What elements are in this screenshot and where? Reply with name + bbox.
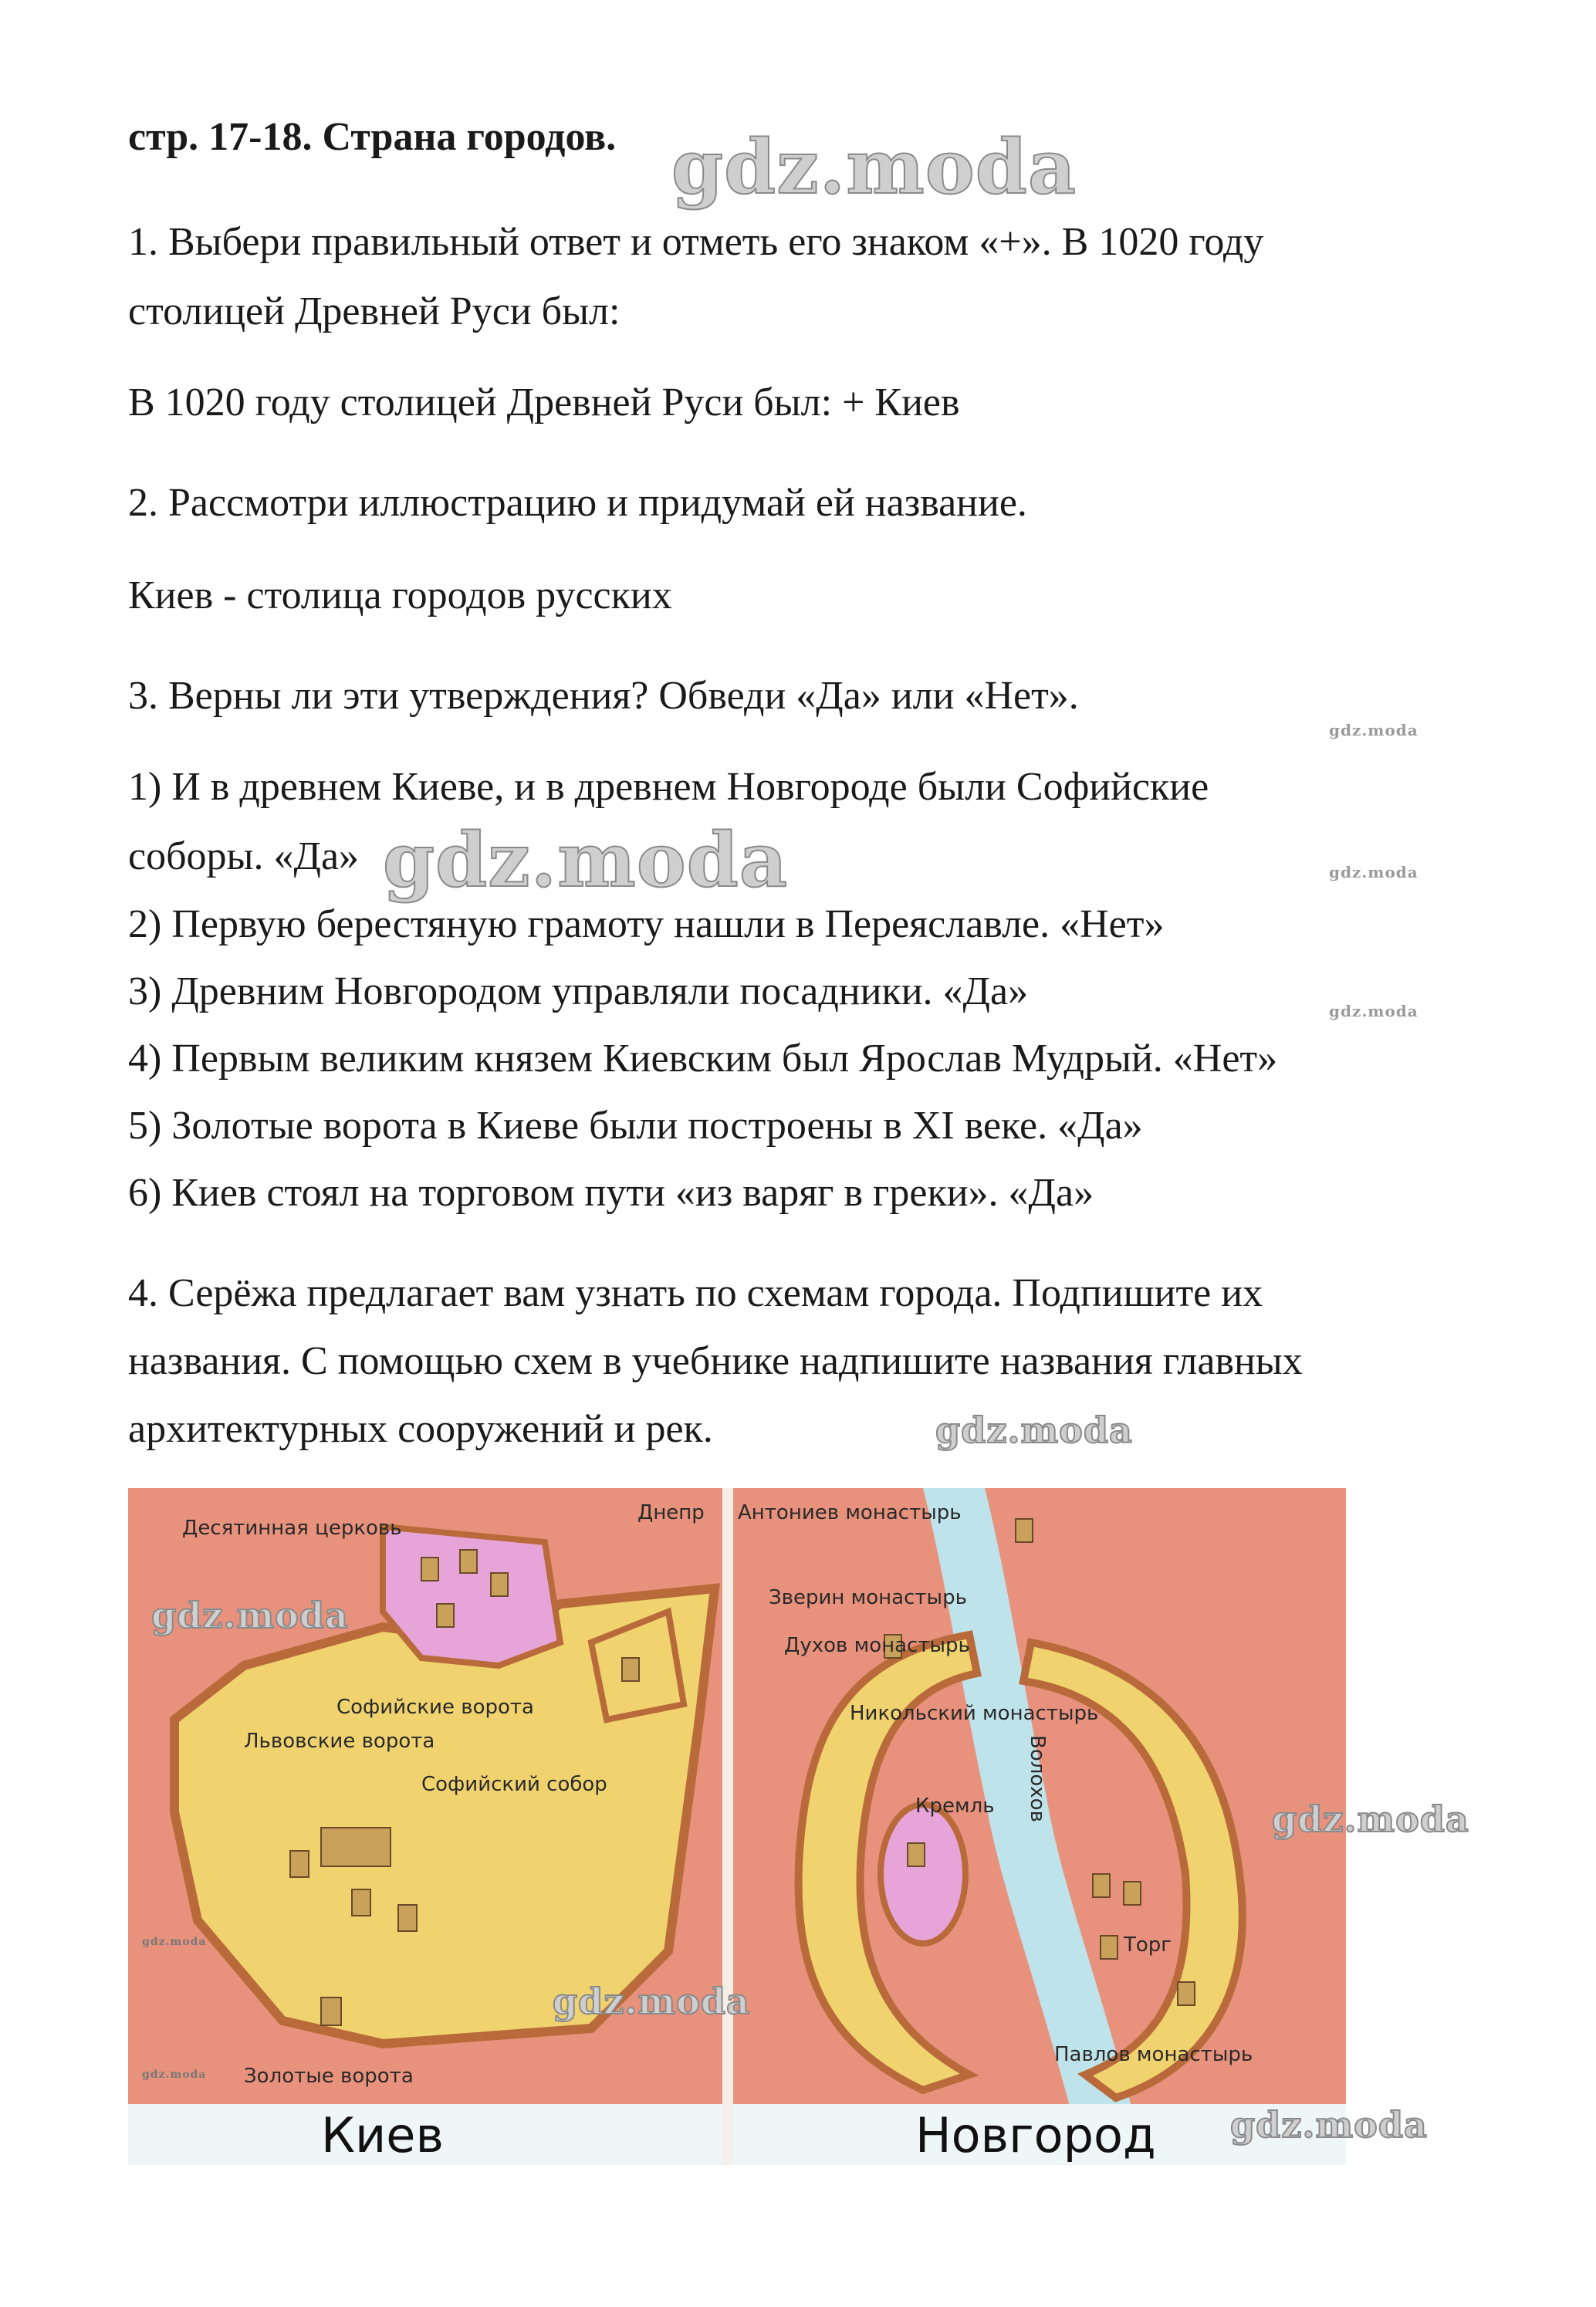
map-divider	[722, 1488, 733, 2165]
q3-item: 5) Золотые ворота в Киеве были построены в XI веке. «Да»	[128, 1104, 1143, 1148]
q3-item: 3) Древним Новгородом управляли посадники. «Да»	[128, 969, 1029, 1013]
novgorod-map-label: Павлов монастырь	[1054, 2043, 1253, 2066]
church-icon	[421, 1558, 438, 1581]
novgorod-kremlin	[881, 1805, 965, 1943]
q3-item: 1) И в древнем Киеве, и в древнем Новгороде были Софийские	[128, 765, 1209, 809]
church-icon	[321, 1828, 391, 1866]
watermark: gdz.moda	[935, 1409, 1133, 1451]
watermark: gdz.moda	[1272, 1798, 1469, 1840]
church-icon	[437, 1604, 454, 1627]
novgorod-map-label: Торг	[1124, 1933, 1172, 1957]
kiev-map-label: Софийский собор	[421, 1773, 607, 1796]
city-maps-illustration	[128, 1488, 1346, 2165]
church-icon	[460, 1550, 477, 1573]
kiev-map-label: Софийские ворота	[336, 1696, 534, 1719]
q2-question: 2. Рассмотри иллюстрацию и придумай ей название.	[128, 481, 1027, 525]
church-icon	[1016, 1519, 1033, 1542]
q4-line: 4. Серёжа предлагает вам узнать по схемам города. Подпишите их	[128, 1271, 1263, 1315]
novgorod-map-label: Днепр	[637, 1501, 705, 1524]
novgorod-map-label: Духов монастырь	[784, 1634, 970, 1657]
page-title: стр. 17-18. Страна городов.	[128, 115, 617, 159]
watermark: gdz.moda	[142, 1936, 207, 1948]
church-icon	[491, 1573, 508, 1596]
novgorod-map-label: Кремль	[915, 1795, 995, 1818]
q4-line: архитектурных сооружений и рек.	[128, 1407, 713, 1451]
q1-line2: столицей Древней Руси был:	[128, 289, 620, 333]
watermark: gdz.moda	[142, 2069, 207, 2081]
kiev-map-label: Львовские ворота	[244, 1730, 435, 1753]
q1-line1: 1. Выбери правильный ответ и отметь его знаком «+». В 1020 году	[128, 220, 1264, 264]
kiev-upper-town	[383, 1527, 560, 1666]
church-icon	[398, 1905, 417, 1931]
novgorod-map-label: Никольский монастырь	[850, 1702, 1099, 1725]
novgorod-map-label: Антониев монастырь	[738, 1501, 962, 1524]
watermark: gdz.moda	[1329, 863, 1418, 881]
q3-item: 2) Первую берестяную грамоту нашли в Переяславле. «Нет»	[128, 902, 1165, 946]
novgorod-city-label: Новгород	[915, 2107, 1156, 2163]
watermark: gdz.moda	[151, 1595, 349, 1636]
watermark: gdz.moda	[671, 123, 1077, 211]
novgorod-map-label: Волохов	[1026, 1735, 1049, 1822]
church-icon	[290, 1851, 309, 1877]
q3-item: 4) Первым великим князем Киевским был Ярослав Мудрый. «Нет»	[128, 1037, 1278, 1081]
q2-answer: Киев - столица городов русских	[128, 573, 672, 617]
church-icon	[1124, 1882, 1141, 1905]
q1-answer: В 1020 году столицей Древней Руси был: + Киев	[128, 381, 960, 425]
q3-item: соборы. «Да»	[128, 834, 360, 878]
kiev-map-label: Золотые ворота	[244, 2065, 414, 2088]
q3-question: 3. Верны ли эти утверждения? Обведи «Да» или «Нет».	[128, 674, 1079, 718]
church-icon	[352, 1889, 370, 1916]
church-icon	[1093, 1874, 1110, 1897]
church-icon	[622, 1658, 639, 1681]
watermark: gdz.moda	[383, 817, 789, 904]
kiev-map-label: Десятинная церковь	[182, 1517, 402, 1540]
watermark: gdz.moda	[1329, 721, 1418, 739]
watermark: gdz.moda	[1329, 1002, 1418, 1020]
watermark: gdz.moda	[1230, 2104, 1428, 2146]
q3-item: 6) Киев стоял на торговом пути «из варяг в греки». «Да»	[128, 1171, 1094, 1215]
novgorod-map-label: Зверин монастырь	[769, 1586, 967, 1609]
church-icon	[321, 1997, 341, 2025]
church-icon	[908, 1843, 925, 1866]
church-icon	[1178, 1982, 1195, 2005]
watermark: gdz.moda	[553, 1981, 750, 2022]
kiev-city-label: Киев	[321, 2107, 444, 2163]
q4-line: названия. С помощью схем в учебнике надпишите названия главных	[128, 1339, 1303, 1383]
church-icon	[1101, 1936, 1118, 1959]
